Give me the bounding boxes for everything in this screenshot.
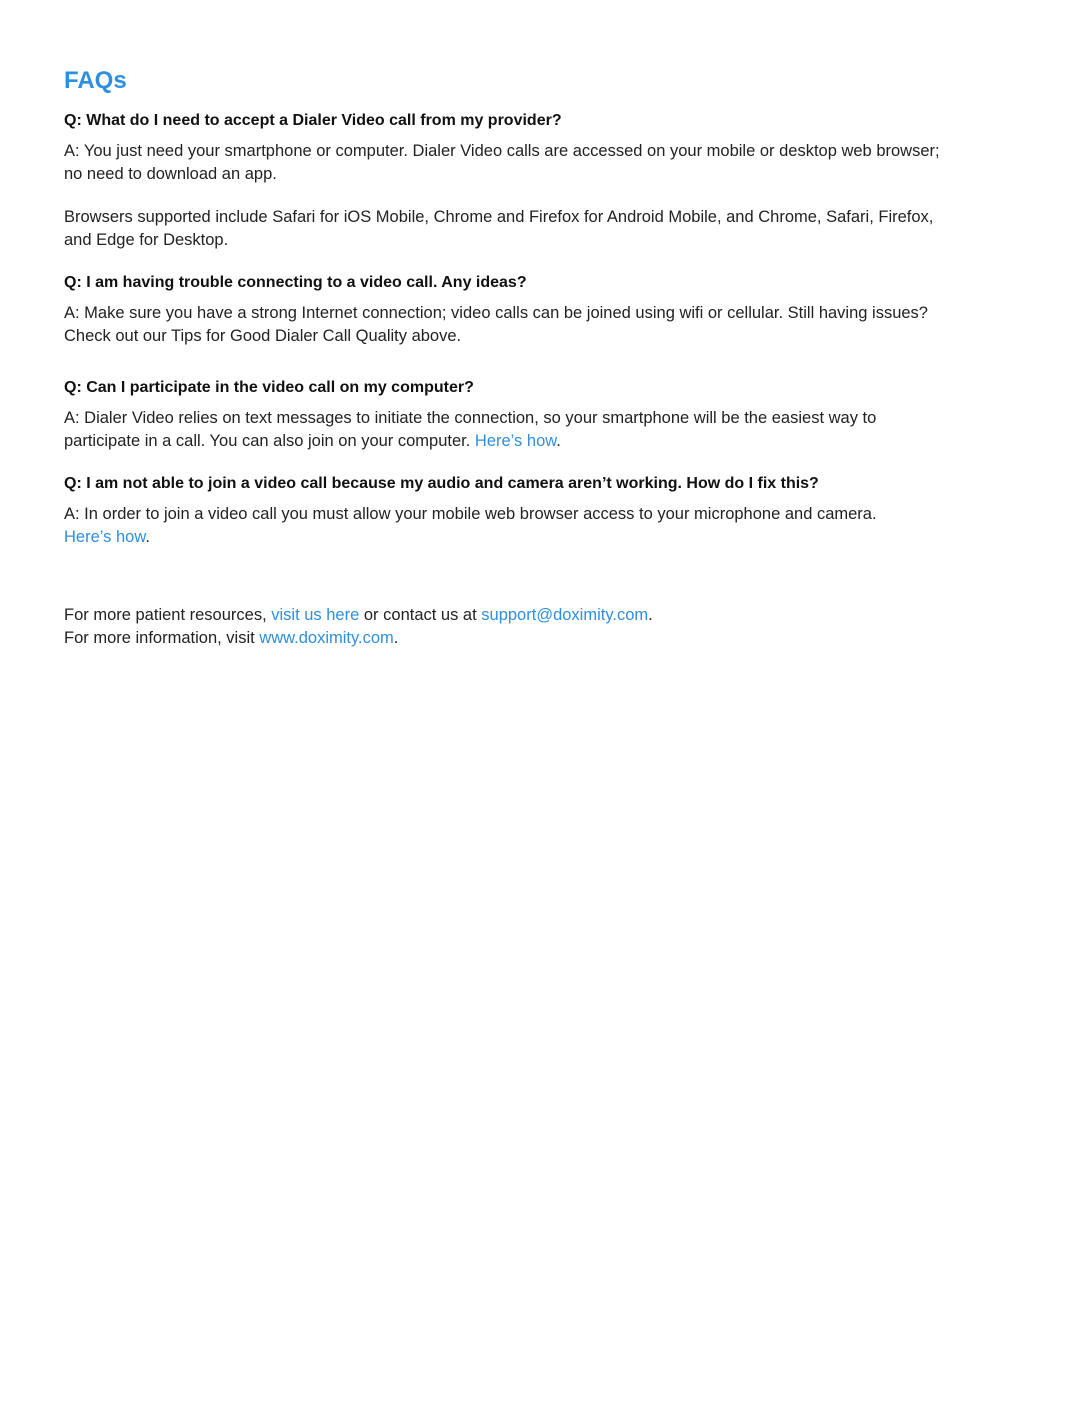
faq-answer-line: A: In order to join a video call you must allow your mobile web browser access to your microphone and camera. [64, 505, 877, 523]
footer-resources-line [64, 604, 1024, 627]
punctuation: . [145, 527, 150, 546]
footer-text: or contact us at [359, 606, 482, 624]
footer-text: For more information, visit [64, 629, 260, 647]
punctuation: . [648, 606, 653, 624]
footer-text: For more patient resources, [64, 606, 272, 624]
faq-answer-line: Check out our Tips for Good Dialer Call Quality above. [64, 326, 462, 345]
faq-answer-line: A: You just need your smartphone or computer. Dialer Video calls are accessed on your mobile or desktop web browser; [64, 142, 940, 160]
visit-us-here-link[interactable]: visit us here [271, 606, 360, 624]
faq-answer-line: Browsers supported include Safari for iOS Mobile, Chrome and Firefox for Android Mobile, and Chrome, Safari, Firefox, [64, 208, 934, 226]
heres-how-link[interactable]: Here’s how [64, 527, 146, 546]
faq-question: Q: Can I participate in the video call on my computer? [64, 379, 474, 396]
doximity-website-link[interactable]: www.doximity.com [259, 629, 394, 647]
faq-answer [64, 302, 1024, 347]
faq-item-1 [64, 110, 1024, 251]
faq-question: Q: I am having trouble connecting to a video call. Any ideas? [64, 274, 527, 291]
punctuation: . [393, 629, 399, 647]
faq-item-3 [64, 377, 1024, 452]
faq-answer-line: no need to download an app. [64, 164, 277, 183]
faq-question: Q: I am not able to join a video call because my audio and camera aren’t working. How do I fix this? [64, 475, 819, 492]
punctuation: . [556, 431, 561, 450]
faq-item-2 [64, 272, 1024, 347]
faq-answer-line: A: Dialer Video relies on text messages to initiate the connection, so your smartphone will be the easiest way to [64, 409, 877, 427]
footer-info-line [64, 627, 1024, 650]
faq-answer [64, 140, 1024, 185]
page-title: FAQs [64, 67, 127, 94]
faq-answer [64, 503, 1024, 548]
faq-answer [64, 206, 1024, 251]
faq-answer-line: and Edge for Desktop. [64, 230, 229, 249]
faq-question: Q: What do I need to accept a Dialer Video call from my provider? [64, 112, 562, 129]
support-email-link[interactable]: support@doximity.com [481, 606, 649, 624]
heres-how-link[interactable]: Here’s how [474, 431, 557, 450]
footer [64, 604, 1024, 650]
faq-page [64, 66, 1024, 650]
faq-item-4 [64, 473, 1024, 548]
faq-answer-line: A: Make sure you have a strong Internet connection; video calls can be joined using wifi or cellular. Still having issues? [64, 304, 928, 322]
faq-answer-line: participate in a call. You can also join on your computer. [64, 431, 475, 450]
faq-answer [64, 407, 1024, 452]
